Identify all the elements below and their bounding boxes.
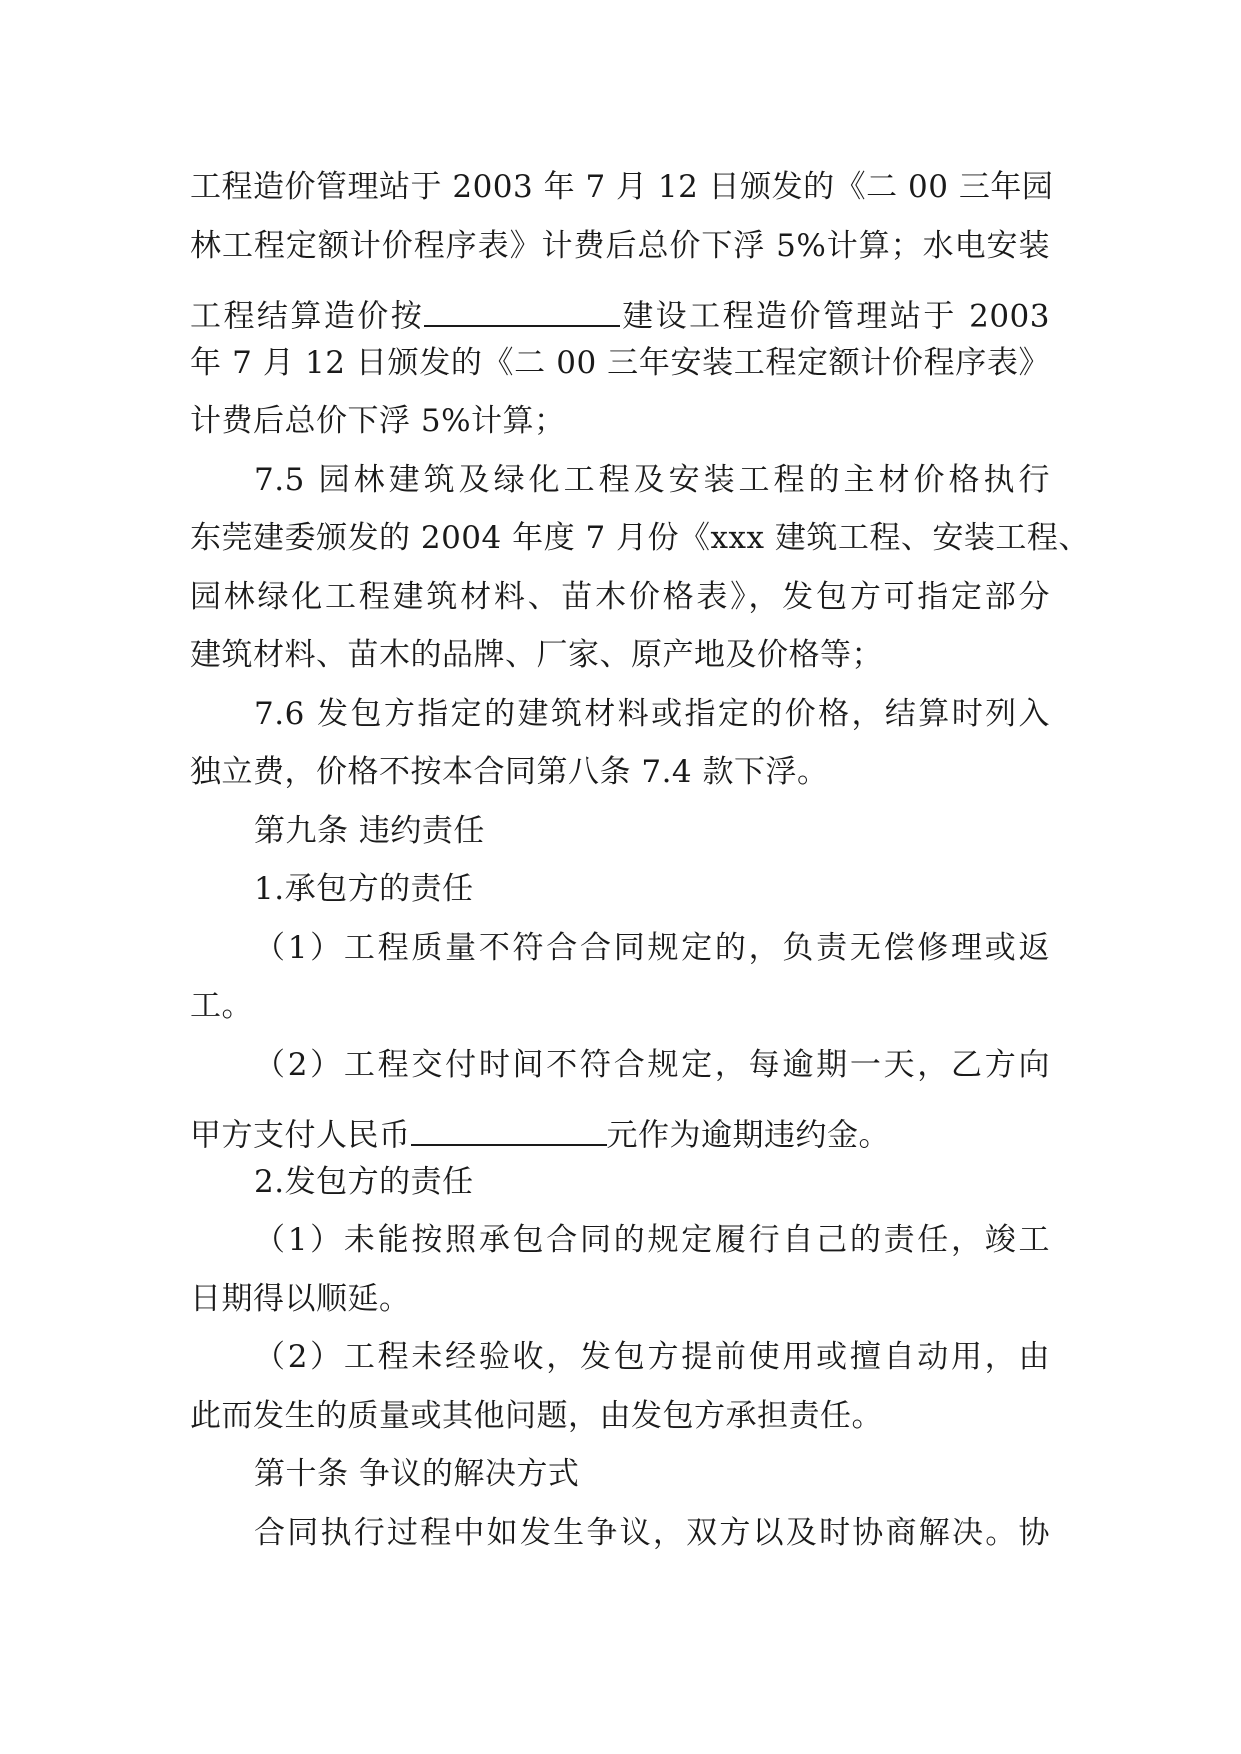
text-line: 合同执行过程中如发生争议，双方以及时协商解决。协 [254, 1514, 1050, 1551]
text-line: 日期得以顺延。 [190, 1280, 411, 1317]
text-line: 林工程定额计价程序表》计费后总价下浮 5%计算；水电安装 [190, 227, 1050, 264]
text-line: 建筑材料、苗木的品牌、厂家、原产地及价格等； [190, 637, 883, 673]
text-line: 工。 [190, 988, 253, 1024]
text-line: 年 7 月 12 日颁发的《二 00 三年安装工程定额计价程序表》 [190, 344, 1050, 381]
document-body [190, 158, 1090, 1562]
section-heading: 2.发包方的责任 [254, 1163, 474, 1200]
text-line: 工程造价管理站于 2003 年 7 月 12 日颁发的《二 00 三年园 [190, 169, 1054, 205]
fill-in-blank [411, 1094, 607, 1146]
text-fragment: 甲方支付人民币 [190, 1117, 411, 1154]
text-line: 此而发生的质量或其他问题，由发包方承担责任。 [190, 1397, 883, 1434]
text-line: 计费后总价下浮 5%计算； [190, 403, 566, 439]
item-line: （1）工程质量不符合合同规定的，负责无偿修理或返 [254, 929, 1050, 966]
text-fragment: 元作为逾期违约金。 [606, 1117, 890, 1154]
text-line [190, 275, 1050, 334]
item-line: （2）工程未经验收，发包方提前使用或擅自动用，由 [254, 1339, 1050, 1375]
item-line: （2）工程交付时间不符合规定，每逾期一天，乙方向 [254, 1046, 1050, 1083]
article-heading: 第十条 争议的解决方式 [254, 1456, 580, 1492]
text-fragment: 建设工程造价管理站于 2003 [620, 298, 1051, 335]
text-line: 园林绿化工程建筑材料、苗木价格表》，发包方可指定部分 [190, 578, 1050, 615]
text-line: 东莞建委颁发的 2004 年度 7 月份《xxx 建筑工程、安装工程、 [190, 520, 1090, 556]
clause-7-5: 7.5 园林建筑及绿化工程及安装工程的主材价格执行 [254, 461, 1050, 498]
text-fragment: 工程结算造价按 [190, 298, 425, 335]
item-line: （1）未能按照承包合同的规定履行自己的责任，竣工 [254, 1222, 1050, 1258]
article-heading: 第九条 违约责任 [254, 812, 485, 849]
text-line: 独立费，价格不按本合同第八条 7.4 款下浮。 [190, 754, 829, 790]
clause-7-6: 7.6 发包方指定的建筑材料或指定的价格，结算时列入 [254, 695, 1050, 732]
section-heading: 1.承包方的责任 [254, 871, 474, 907]
fill-in-blank [424, 275, 620, 327]
text-line [190, 1094, 1050, 1153]
